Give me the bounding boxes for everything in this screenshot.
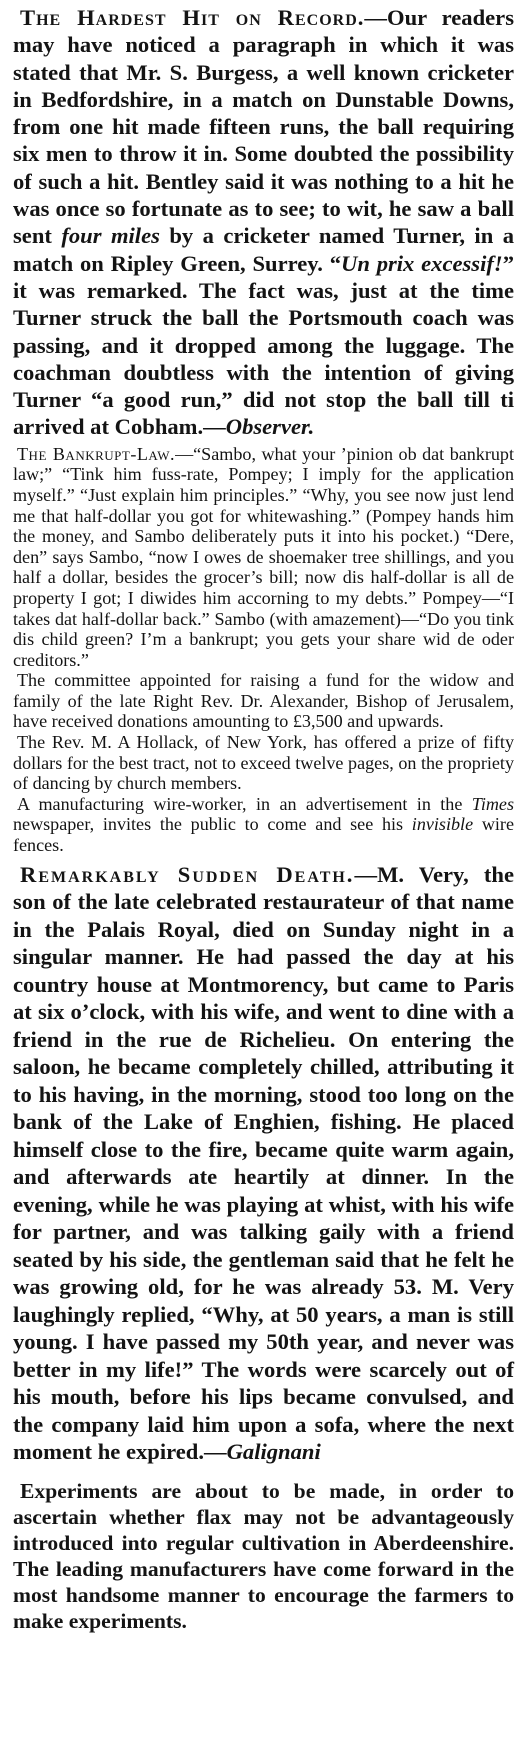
article-headline: The Hardest Hit on Record. <box>20 5 365 30</box>
article-body: —“Sambo, what your ’pinion ob dat bankrupt law;” “Tink him fuss-rate, Pompey; I imply for the application myself.” “Just explain him principles.” “Why, you see now just lend me that half-dollar you got for whitewashing.” (Pompey hands him the money, and Sambo deliberately puts it into his pocket.) “Dere, den” says Sambo, “now I owes de shoemaker tree shillings, and you half a dollar, besides the grocer’s bill; now dis half-dollar is all de property I got; I diwides him accorning to my debts.” Pompey—“I takes dat half-dollar back.” Sambo (with amazement)—“Do you tink dis child green? I’m a bankrupt; you gets your share wid de oder creditors.” <box>13 443 515 670</box>
article-hardest-hit <box>13 4 514 441</box>
article-bankrupt-law <box>13 444 514 671</box>
article-headline: The Bankrupt-Law. <box>17 443 176 464</box>
article-body: —M. Very, the son of the late celebrated restaurateur of that name in the Palais Royal, died on Sunday night in a singular manner. He had passed the day at his country house at Montmorency, but came to Paris at six o’clock, with his wife, and went to dine with a friend in the rue de Richelieu. On entering the saloon, he became completely chilled, attributing it to his having, in the morning, stood too long on the bank of the Lake of Enghien, fishing. He placed himself close to the fire, became quite warm again, and afterwards ate heartily at dinner. In the evening, while he was playing at whist, with his wife for partner, and was talking gaily with a friend seated by his side, the gentleman said that he felt he was growing old, for he was already 53. M. Very laughingly replied, “Why, at 50 years, a man is still young. I have passed my 50th year, and never was better in my life!” The words were scarcely out of his mouth, before his lips became convulsed, and the company laid him upon a sofa, where the next moment he expired.— <box>13 861 514 1465</box>
article-body: A manufacturing wire-worker, in an advertisement in the <box>17 793 472 814</box>
article-wire-worker <box>13 794 514 856</box>
article-headline: Remarkably Sudden Death. <box>20 861 355 887</box>
article-body: The Rev. M. A Hollack, of New York, has offered a prize of fifty dollars for the best tract, not to exceed twelve pages, on the propriety of dancing by church members. <box>13 732 514 794</box>
article-body: Experiments are about to be made, in order to ascertain whether flax may not be advantageously introduced into regular cultivation in Aberdeenshire. The leading manufacturers have come forward in the most handsome manner to encourage the farmers to make experiments. <box>13 1478 514 1633</box>
article-hollack-prize <box>13 732 514 794</box>
article-body: wire fences. <box>13 814 514 856</box>
donation-amount: £3,500 <box>292 711 343 732</box>
article-alexander-fund <box>13 670 514 732</box>
newspaper-name: Times <box>471 793 514 814</box>
article-source: Observer. <box>225 414 315 440</box>
article-body: and upwards. <box>342 711 444 732</box>
article-emphasis: Un prix excessif! <box>341 250 503 276</box>
article-body: ” it was remarked. The fact was, just at the time Turner struck the ball the Portsmouth coach was passing, and it dropped among the luggage. The coachman doubtless with the intention of giving Turner “a good run,” did not stop the ball till ti arrived at Cobham.— <box>13 250 514 440</box>
article-emphasis: four miles <box>61 223 160 249</box>
article-body: The committee appointed for raising a fund for the widow and family of the late Right Rev. Dr. Alexander, Bishop of Jerusalem, have received donations amounting to <box>13 670 514 732</box>
article-source: Galignani <box>226 1439 321 1465</box>
article-emphasis: invisible <box>411 814 474 835</box>
article-body: newspaper, invites the public to come and see his <box>13 814 412 835</box>
article-flax-experiments <box>13 1478 514 1634</box>
article-body: by a cricketer named Turner, in a match on Ripley Green, Surrey. “ <box>13 223 514 276</box>
article-sudden-death <box>13 861 514 1466</box>
article-body: —Our readers may have noticed a paragraph in which it was stated that Mr. S. Burgess, a well known cricketer in Bedfordshire, in a match on Dunstable Downs, from one hit made fifteen runs, the ball requiring six men to throw it in. Some doubted the possibility of such a hit. Bentley said it was nothing to a hit he was once so fortunate as to see; to wit, he saw a ball sent <box>13 5 514 249</box>
